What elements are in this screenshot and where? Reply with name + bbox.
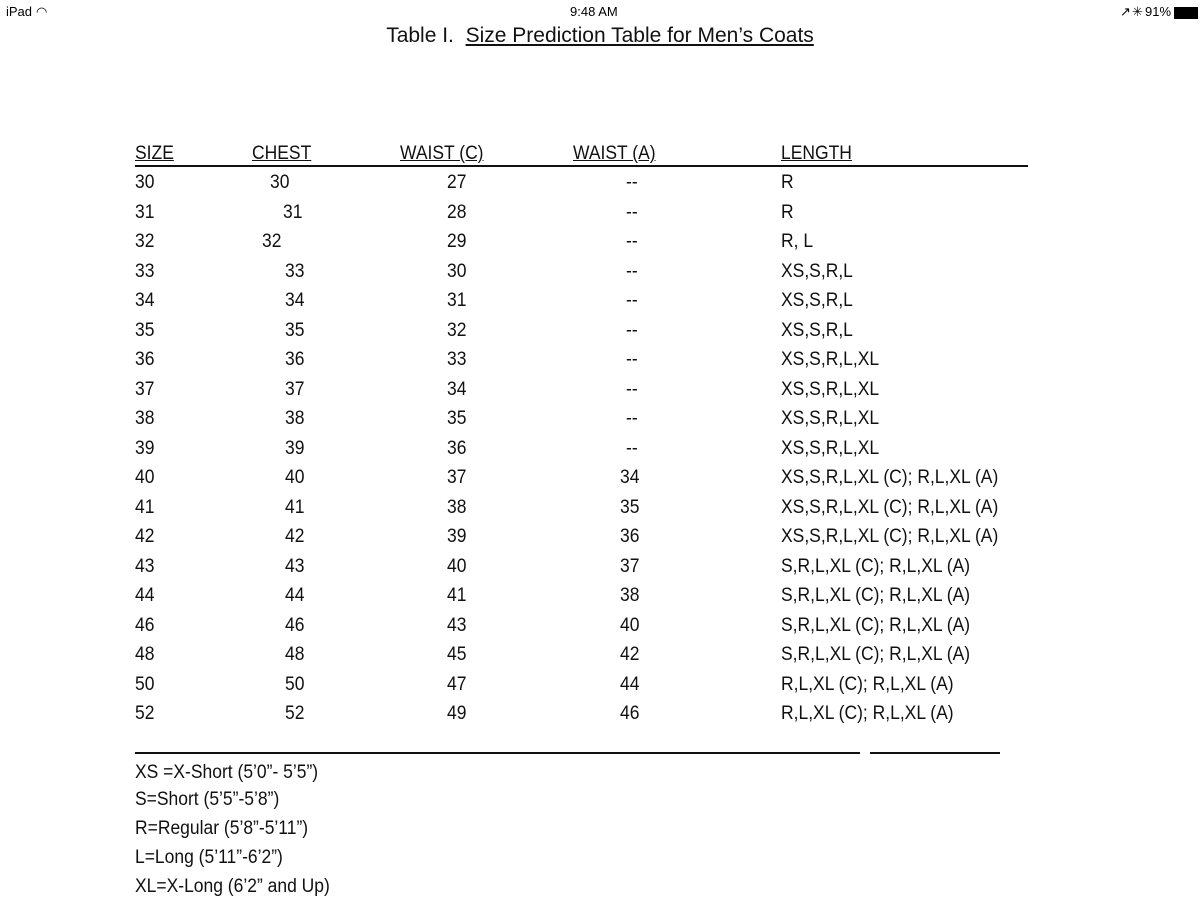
cell-size: 31 — [135, 201, 155, 223]
column-header-waist-a: WAIST (A) — [573, 143, 656, 164]
cell-chest: 36 — [285, 349, 305, 370]
cell-waist-c: 30 — [447, 260, 467, 282]
column-header-chest: CHEST — [252, 143, 312, 164]
legend-item: XL=X-Long (6’2” and Up) — [135, 876, 330, 897]
cell-waist-a: -- — [626, 260, 638, 282]
cell-waist-a: 38 — [620, 585, 640, 606]
column-header-waist-c: WAIST (C) — [400, 143, 484, 164]
cell-waist-a: -- — [626, 378, 638, 400]
title-prefix: Table I. — [386, 24, 454, 47]
cell-size: 42 — [135, 526, 155, 547]
cell-chest: 48 — [285, 644, 305, 665]
column-header-size: SIZE — [135, 143, 174, 164]
cell-waist-c: 47 — [447, 673, 467, 695]
cell-chest: 44 — [285, 585, 305, 606]
cell-waist-a: -- — [626, 408, 638, 429]
cell-length: S,R,L,XL (C); R,L,XL (A) — [781, 585, 971, 606]
device-label: iPad — [6, 4, 33, 19]
cell-size: 39 — [135, 437, 155, 459]
cell-length: XS,S,R,L,XL (C); R,L,XL (A) — [781, 467, 999, 488]
cell-chest: 34 — [285, 290, 305, 311]
page-title — [0, 24, 1200, 48]
cell-size: 38 — [135, 408, 155, 429]
cell-waist-a: 44 — [620, 673, 640, 695]
cell-length: S,R,L,XL (C); R,L,XL (A) — [781, 555, 971, 577]
cell-chest: 31 — [283, 201, 303, 223]
cell-size: 52 — [135, 703, 155, 724]
cell-chest: 41 — [285, 496, 305, 518]
cell-waist-a: -- — [626, 319, 638, 341]
cell-size: 50 — [135, 673, 155, 695]
cell-waist-c: 35 — [447, 408, 467, 429]
bluetooth-icon: ✳ — [1132, 4, 1143, 19]
location-icon: ↗ — [1120, 4, 1131, 19]
footer-rule — [135, 752, 860, 754]
cell-waist-a: -- — [626, 290, 638, 311]
cell-waist-a: 37 — [620, 555, 640, 577]
cell-length: S,R,L,XL (C); R,L,XL (A) — [781, 644, 971, 665]
cell-length: R — [781, 201, 794, 223]
cell-waist-c: 32 — [447, 319, 467, 341]
cell-waist-a: -- — [626, 437, 638, 459]
cell-waist-c: 34 — [447, 378, 467, 400]
cell-chest: 38 — [285, 408, 305, 429]
cell-length: R, L — [781, 231, 814, 252]
battery-percent: 91% — [1145, 4, 1172, 19]
cell-size: 35 — [135, 319, 155, 341]
cell-chest: 46 — [285, 614, 305, 636]
cell-chest: 35 — [285, 319, 305, 341]
cell-waist-c: 49 — [447, 703, 467, 724]
cell-waist-a: 36 — [620, 526, 640, 547]
cell-size: 32 — [135, 231, 155, 252]
cell-waist-a: -- — [626, 172, 638, 193]
clock: 9:48 AM — [570, 4, 618, 19]
cell-size: 41 — [135, 496, 155, 518]
cell-waist-c: 45 — [447, 644, 467, 665]
cell-waist-a: 40 — [620, 614, 640, 636]
cell-length: XS,S,R,L,XL — [781, 408, 880, 429]
cell-waist-a: -- — [626, 349, 638, 370]
cell-waist-c: 43 — [447, 614, 467, 636]
legend-item: XS =X-Short (5’0”- 5’5”) — [135, 762, 319, 783]
cell-chest: 32 — [262, 231, 282, 252]
cell-waist-c: 37 — [447, 467, 467, 488]
cell-waist-c: 36 — [447, 437, 467, 459]
cell-waist-a: 42 — [620, 644, 640, 665]
cell-size: 48 — [135, 644, 155, 665]
cell-size: 33 — [135, 260, 155, 282]
cell-waist-a: 35 — [620, 496, 640, 518]
cell-waist-c: 28 — [447, 201, 467, 223]
cell-waist-a: 46 — [620, 703, 640, 724]
cell-size: 30 — [135, 172, 155, 193]
cell-chest: 40 — [285, 467, 305, 488]
title-main: Size Prediction Table for Men’s Coats — [465, 24, 814, 47]
cell-size: 40 — [135, 467, 155, 488]
cell-length: XS,S,R,L,XL — [781, 378, 880, 400]
cell-chest: 43 — [285, 555, 305, 577]
legend-item: R=Regular (5’8”-5’11”) — [135, 818, 309, 839]
header-rule — [135, 165, 1028, 167]
cell-chest: 37 — [285, 378, 305, 400]
cell-waist-c: 41 — [447, 585, 467, 606]
cell-waist-a: -- — [626, 201, 638, 223]
cell-chest: 33 — [285, 260, 305, 282]
column-header-length: LENGTH — [781, 143, 852, 164]
cell-length: XS,S,R,L,XL — [781, 437, 880, 459]
cell-length: R,L,XL (C); R,L,XL (A) — [781, 703, 954, 724]
cell-length: XS,S,R,L — [781, 260, 853, 282]
cell-waist-c: 39 — [447, 526, 467, 547]
cell-length: XS,S,R,L,XL (C); R,L,XL (A) — [781, 496, 999, 518]
cell-length: S,R,L,XL (C); R,L,XL (A) — [781, 614, 971, 636]
cell-chest: 39 — [285, 437, 305, 459]
cell-length: XS,S,R,L — [781, 319, 853, 341]
legend-item: L=Long (5’11”-6’2”) — [135, 847, 283, 868]
cell-chest: 42 — [285, 526, 305, 547]
cell-waist-c: 29 — [447, 231, 467, 252]
cell-length: XS,S,R,L — [781, 290, 853, 311]
cell-waist-a: -- — [626, 231, 638, 252]
cell-length: R — [781, 172, 794, 193]
cell-waist-c: 38 — [447, 496, 467, 518]
footer-rule-short — [870, 752, 1000, 754]
cell-length: R,L,XL (C); R,L,XL (A) — [781, 673, 954, 695]
cell-chest: 52 — [285, 703, 305, 724]
cell-length: XS,S,R,L,XL — [781, 349, 880, 370]
cell-waist-c: 33 — [447, 349, 467, 370]
wifi-icon: ◠ — [36, 4, 48, 19]
cell-waist-c: 40 — [447, 555, 467, 577]
cell-size: 46 — [135, 614, 155, 636]
cell-chest: 30 — [270, 172, 290, 193]
cell-waist-c: 27 — [447, 172, 467, 193]
cell-chest: 50 — [285, 673, 305, 695]
cell-length: XS,S,R,L,XL (C); R,L,XL (A) — [781, 526, 999, 547]
cell-size: 34 — [135, 290, 155, 311]
cell-waist-c: 31 — [447, 290, 467, 311]
legend-item: S=Short (5’5”-5’8”) — [135, 789, 280, 810]
cell-size: 44 — [135, 585, 155, 606]
cell-size: 36 — [135, 349, 155, 370]
battery-icon — [1174, 7, 1198, 19]
cell-size: 37 — [135, 378, 155, 400]
cell-size: 43 — [135, 555, 155, 577]
cell-waist-a: 34 — [620, 467, 640, 488]
